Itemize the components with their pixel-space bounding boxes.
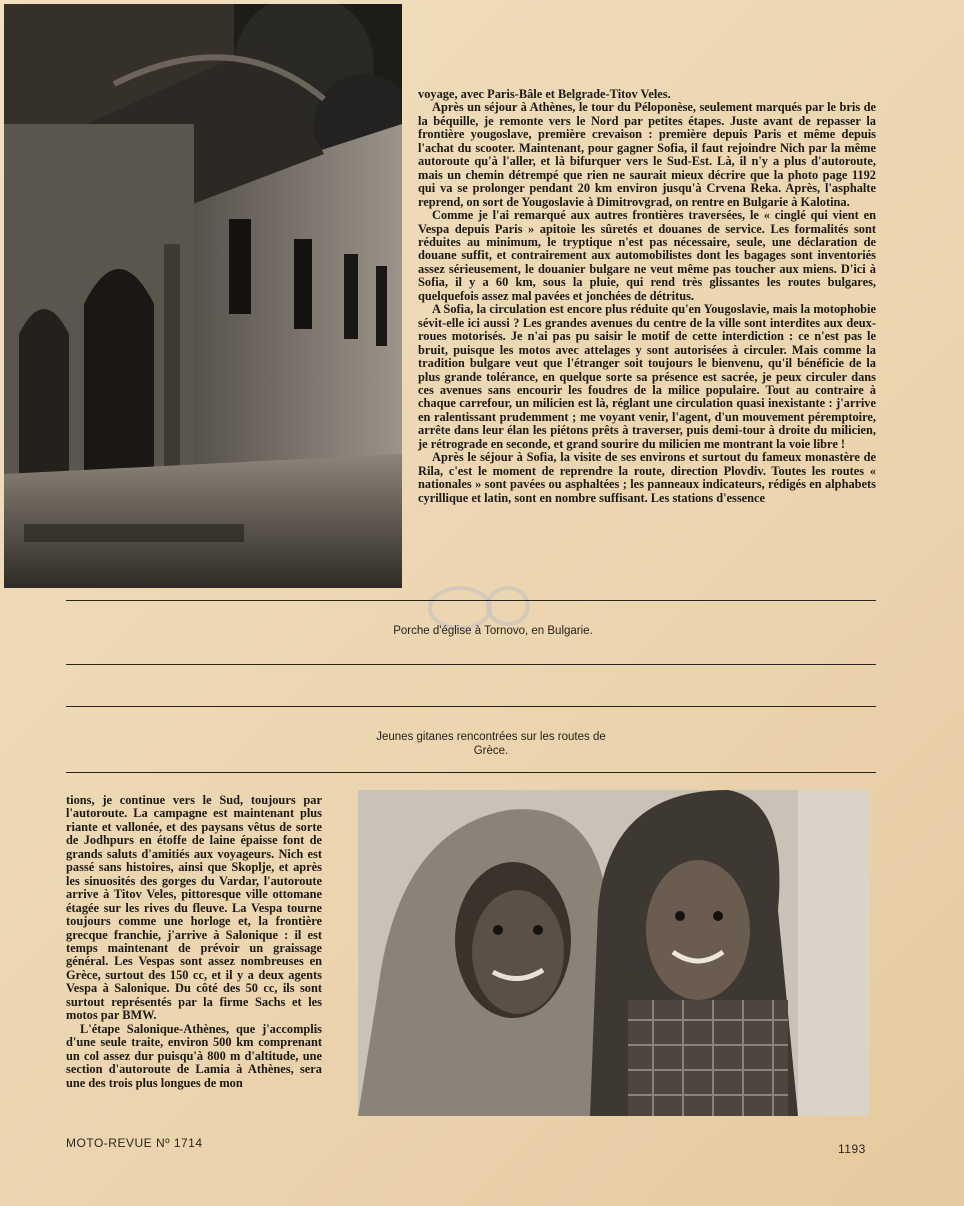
young-gypsies-photo xyxy=(358,790,870,1116)
article-paragraph: Après le séjour à Sofia, la visite de ses environs et surtout du fameux monastère de Rila, c'est le moment de reprendre la route, direction Plovdiv. Toutes les routes « nationales » sont pavées ou asphaltées ; les panneaux indicateurs, rédigés en alphabets cyrillique et latin, sont en nombre suffisant. Les stations d'essence xyxy=(418,450,876,505)
caption-rule xyxy=(66,664,876,665)
church-porch-photo xyxy=(4,4,402,588)
article-paragraph: voyage, avec Paris-Bâle et Belgrade-Titov Veles. xyxy=(418,87,671,101)
girls-photo-caption: Jeunes gitanes rencontrées sur les routes de Grèce. xyxy=(376,731,606,757)
caption-rule-top xyxy=(66,600,876,601)
church-porch-illustration xyxy=(4,4,402,588)
article-paragraph: tions, je continue vers le Sud, toujours par l'autoroute. La campagne est maintenant plus riante et vallonée, et des paysans vêtus de sorte de Jodhpurs en étoffe de laine épaisse font de grands saluts d'amitiés aux voyageurs. Nich est passé sans histoires, ainsi que Skoplje, et après les sinuosités des gorges du Vardar, l'autoroute arrive à Titov Veles, pittoresque ville ottomane étagée sur les rives du fleuve. La Vespa tourne toujours comme une horloge et, la frontière grecque franchie, j'arrive à Salonique : il est temps maintenant de prévoir un graissage général. Les Vespas sont assez nombreuses en Grèce, surtout des 150 cc, et il y a deux agents Vespa à Salonique. Du côté des 50 cc, ils sont surtout représentés par la firme Sachs et les motos par BMW. xyxy=(66,793,322,1023)
young-gypsies-illustration xyxy=(358,790,870,1116)
page-number: 1193 xyxy=(838,1142,866,1156)
article-paragraph: L'étape Salonique-Athènes, que j'accomplis d'une seule traite, environ 500 km comprenant un col assez dur puisqu'à 800 m d'altitude, une section d'autoroute de Lamia à Athènes, sera une des trois plus longues de mon xyxy=(66,1021,322,1090)
church-photo-caption: Porche d'église à Tornovo, en Bulgarie. xyxy=(393,625,593,637)
caption-rule xyxy=(66,706,876,707)
article-column-right xyxy=(418,88,876,505)
article-paragraph: Comme je l'ai remarqué aux autres frontières traversées, le « cinglé qui vient en Vespa depuis Paris » apitoie les sûretés et douanes de service. Les formalités sont réduites au minimum, le tryptique n'est pas nécessaire, seule, une déclaration de douane suffit, et contrairement aux automobilistes dont les bagages sont inventoriés assez sérieusement, le douanier bulgare ne veut même pas toucher aux miens. D'ici à Sofia, il y a 60 km, sous la pluie, qui rend très glissantes les routes bulgares, quelquefois assez mal pavées et jonchées de détritus. xyxy=(418,208,876,303)
magazine-issue-footer: MOTO-REVUE Nº 1714 xyxy=(66,1136,203,1150)
article-column-left xyxy=(66,794,322,1090)
article-paragraph: A Sofia, la circulation est encore plus réduite qu'en Yougoslavie, mais la motophobie sévit-elle ici aussi ? Les grandes avenues du centre de la ville sont interdites aux deux-roues motorisés. Je n'ai pas pu saisir le motif de cette interdiction : ce n'est pas le bruit, puisque les motos avec attelages y sont autorisées à circuler. Mais comme la tradition bulgare veut que l'étranger soit toujours le bienvenu, qu'il bénéficie de la plus grande tolérance, en quelque sorte sa présence est sacrée, je peux circuler dans ces avenues sans encourir les foudres de la milice populaire. Tout au contraire à chaque carrefour, un milicien est là, réglant une circulation quasi inexistante : j'arrive en ralentissant prudemment ; me voyant venir, l'agent, d'un mouvement péremptoire, arrête dans leur élan les piétons prêts à traverser, puis demi-tour à droite du milicien, je rétrograde en seconde, et grand sourire du milicien me montrant la voie libre ! xyxy=(418,302,876,451)
article-paragraph: Après un séjour à Athènes, le tour du Péloponèse, seulement marqués par le bris de la béquille, je remonte vers le Nord par petites étapes. Juste avant de repasser la frontière yougoslave, première crevaison : première depuis Paris et même depuis l'achat du scooter. Maintenant, pour gagner Sofia, il faut rejoindre Nich par la même autoroute qu'à l'aller, et là bifurquer vers le Sud-Est. Là, il n'y a plus d'autoroute, mais un chemin détrempé que rien ne saurait mieux décrire que la photo page 1192 qui va se prolonger pendant 20 km environ jusqu'à Crvena Reka. Après, l'asphalte reprend, on sort de Yougoslavie à Dimitrovgrad, on rentre en Bulgarie à Kalotina. xyxy=(418,100,876,209)
caption-rule-bottom xyxy=(66,772,876,773)
